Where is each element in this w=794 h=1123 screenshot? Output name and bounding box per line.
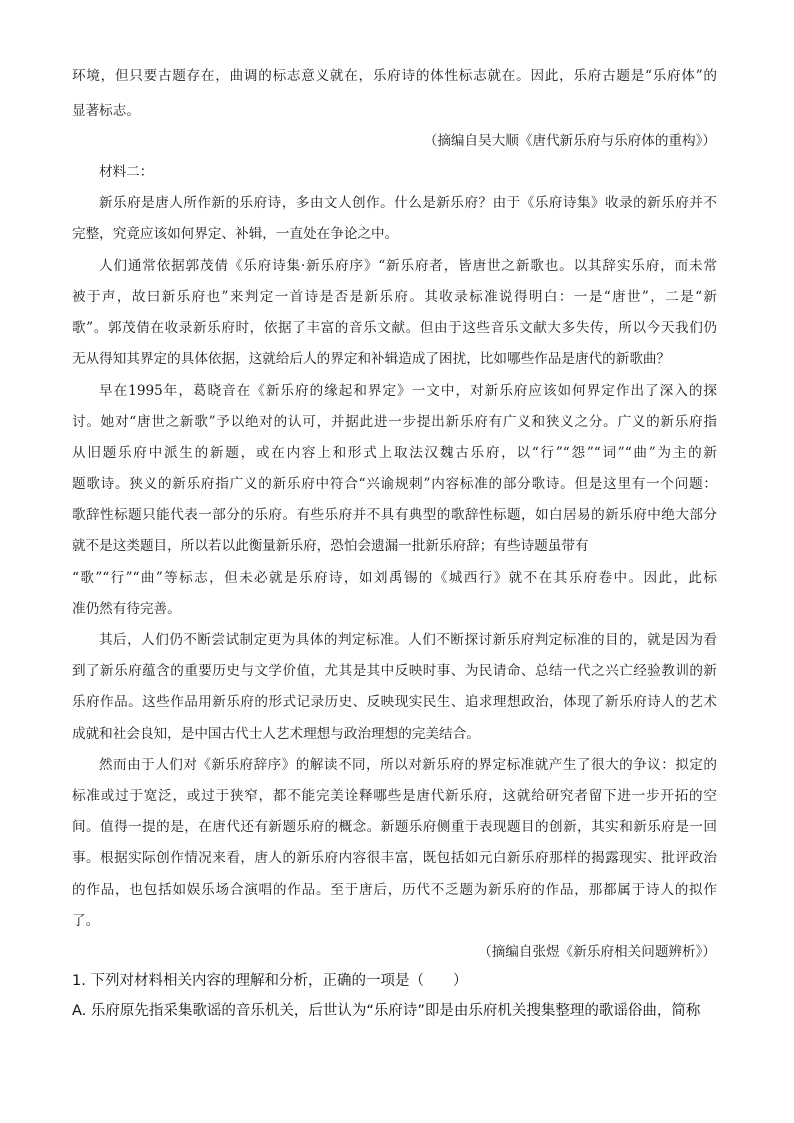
text-line: 环境，但只要古题存在，曲调的标志意义就在，乐府诗的体性标志就在。因此，乐府古题是“乐府体”的 bbox=[72, 68, 717, 84]
text-line: 间。值得一提的是，在唐代还有新题乐府的概念。新题乐府侧重于表现题目的创新，其实和新乐府是一回 bbox=[72, 819, 717, 835]
text-line: 然而由于人们对《新乐府辞序》的解读不同，所以对新乐府的界定标准就产生了很大的争议：拟定的 bbox=[99, 757, 717, 773]
text-line: 准仍然有待完善。 bbox=[72, 601, 181, 617]
text-line: 就不是这类题目，所以若以此衡量新乐府，恐怕会遗漏一批新乐府辞；有些诗题虽带有 bbox=[72, 538, 589, 554]
text-line: 歌辞性标题只能代表一部分的乐府。有些乐府并不具有典型的歌辞性标题，如白居易的新乐府中绝大部分 bbox=[72, 507, 717, 523]
text-line: 从旧题乐府中派生的新题，或在内容上和形式上取法汉魏古乐府，以“行”“怨”“词”“曲”为主的新 bbox=[72, 445, 717, 461]
text-line: 了。 bbox=[72, 913, 100, 929]
question-stem: 1. 下列对材料相关内容的理解和分析，正确的一项是（ ） bbox=[72, 973, 468, 989]
text-line: 乐府作品。这些作品用新乐府的形式记录历史、反映现实民生、追求理想政治，体现了新乐府诗人的艺术 bbox=[72, 694, 717, 710]
text-line: 歌”。郭茂倩在收录新乐府时，依据了丰富的音乐文献。但由于这些音乐文献大多失传，所以今天我们仍 bbox=[72, 320, 717, 336]
source-citation: （摘编自吴大顺《唐代新乐府与乐府体的重构》） bbox=[423, 133, 716, 149]
text-line: 成就和社会良知，是中国古代士人艺术理想与政治理想的完美结合。 bbox=[72, 726, 480, 742]
text-line: 的作品，也包括如娱乐场合演唱的作品。至于唐后，历代不乏题为新乐府的作品，那都属于诗人的拟作 bbox=[72, 882, 717, 898]
text-line: 到了新乐府蕴含的重要历史与文学价值，尤其是其中反映时事、为民请命、总结一代之兴亡经验教训的新 bbox=[72, 663, 717, 679]
text-line: 其后，人们仍不断尝试制定更为具体的判定标准。人们不断探讨新乐府判定标准的目的，就是因为看 bbox=[99, 632, 717, 648]
text-line: 被于声，故曰新乐府也”来判定一首诗是否是新乐府。其收录标准说得明白：一是“唐世”，二是“新 bbox=[72, 289, 717, 305]
source-citation: （摘编自张煜《新乐府相关问题辨析》） bbox=[478, 944, 716, 960]
text-line: 早在1995年，葛晓音在《新乐府的缘起和界定》一文中，对新乐府应该如何界定作出了深入的探 bbox=[99, 383, 717, 399]
question-option-a: A. 乐府原先指采集歌谣的音乐机关，后世认为“乐府诗”即是由乐府机关搜集整理的歌谣俗曲，简称 bbox=[72, 1003, 701, 1019]
text-line: 新乐府是唐人所作新的乐府诗，多由文人创作。什么是新乐府？由于《乐府诗集》收录的新乐府并不 bbox=[99, 195, 717, 211]
text-line: 无从得知其界定的具体依据，这就给后人的界定和补辑造成了困扰，比如哪些作品是唐代的新歌曲？ bbox=[72, 351, 671, 367]
section-heading: 材料二： bbox=[99, 164, 154, 180]
text-line: 讨。她对“唐世之新歌”予以绝对的认可，并据此进一步提出新乐府有广义和狭义之分。广义的新乐府指 bbox=[72, 414, 717, 430]
text-line: 题歌诗。狭义的新乐府指广义的新乐府中符合“兴谕规刺”内容标准的部分歌诗。但是这里有一个问题： bbox=[72, 476, 717, 492]
text-line: 完整，究竟应该如何界定、补辑，一直处在争论之中。 bbox=[72, 226, 399, 242]
text-line: 人们通常依据郭茂倩《乐府诗集·新乐府序》“新乐府者，皆唐世之新歌也。以其辞实乐府，而未常 bbox=[99, 258, 717, 274]
text-line: 标准或过于宽泛，或过于狭窄，都不能完美诠释哪些是唐代新乐府，这就给研究者留下进一步开拓的空 bbox=[72, 788, 717, 804]
text-line: 事。根据实际创作情况来看，唐人的新乐府内容很丰富，既包括如元白新乐府那样的揭露现实、批评政治 bbox=[72, 850, 717, 866]
text-line: “歌”“行”“曲”等标志，但未必就是乐府诗，如刘禹锡的《城西行》就不在其乐府卷中。因此，此标 bbox=[72, 570, 717, 586]
text-line: 显著标志。 bbox=[72, 103, 140, 119]
